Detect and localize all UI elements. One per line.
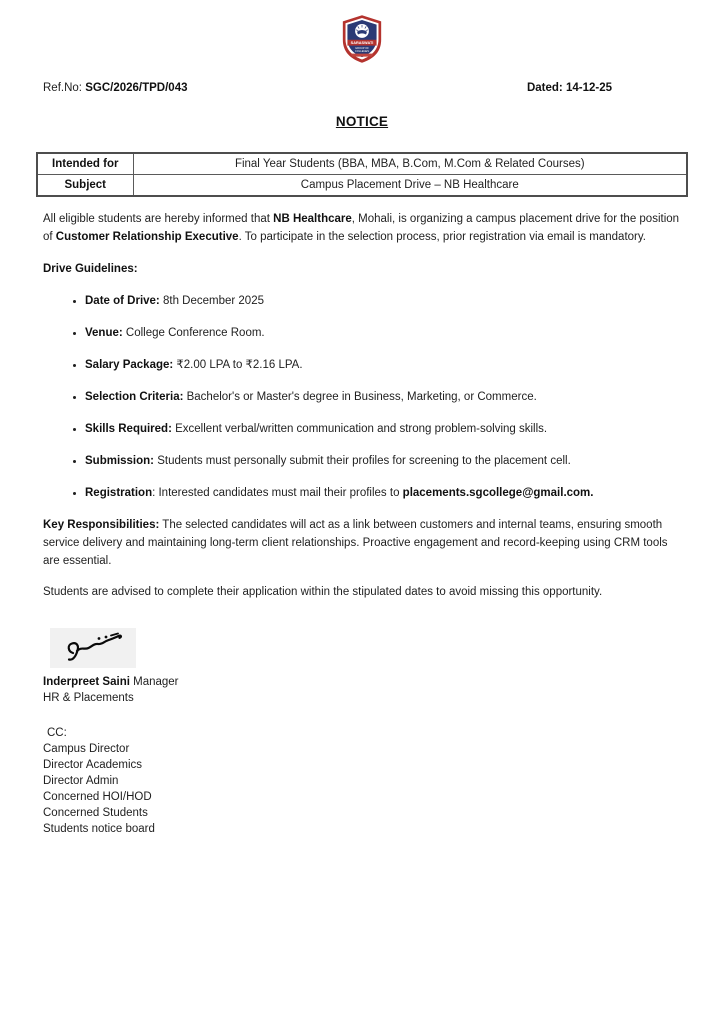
guidelines-list <box>0 292 684 502</box>
registration-email: placements.sgcollege@gmail.com <box>402 487 591 499</box>
list-item-registration: • Registration: Interested candidates must mail their profiles to placements.sgcollege@gmail.com. <box>85 484 684 502</box>
signatory-name-line <box>43 674 681 690</box>
date-label: Dated: 14-12-25 <box>526 82 612 94</box>
cc-item-concerned-hoi-hod: Concerned HOI/HOD <box>43 791 152 803</box>
list-item-skills-required: • Skills Required: Excellent verbal/written communication and strong problem-solving skills. <box>85 420 684 438</box>
signature-scribble-icon <box>56 632 130 664</box>
intended-for-label: Intended for <box>37 153 133 175</box>
closing-note: Students are advised to complete their application within the stipulated dates to avoid missing this opportunity. <box>43 586 603 598</box>
reference-number <box>43 79 187 97</box>
logo-banner-text: SARASWATI <box>350 41 374 46</box>
signatory-role: Manager <box>129 676 179 688</box>
signatory-department: HR & Placements <box>43 692 134 704</box>
list-item-submission: • Submission: Students must personally submit their profiles for screening to the placement cell. <box>85 452 684 470</box>
page-title: NOTICE <box>335 114 389 129</box>
signature-image <box>50 628 136 668</box>
logo-ribbon <box>351 54 374 57</box>
ref-value: SGC/2026/TPD/043 <box>85 82 188 94</box>
reference-row <box>43 79 681 97</box>
list-item-date-of-drive: • Date of Drive: 8th December 2025 <box>85 292 684 310</box>
responsibilities-label: Key Responsibilities: <box>43 519 160 531</box>
table-row <box>37 175 687 197</box>
cc-item-director-academics: Director Academics <box>43 759 143 771</box>
company-name: NB Healthcare <box>273 213 352 225</box>
notice-info-table <box>36 152 688 197</box>
logo-subtext-2: COLLEGES <box>355 50 369 54</box>
guidelines-heading: Drive Guidelines: <box>43 263 138 275</box>
cc-block <box>43 725 681 837</box>
cc-item-students-notice-board: Students notice board <box>43 823 155 835</box>
ref-label: Ref.No: <box>43 82 82 94</box>
list-item-venue: • Venue: College Conference Room. <box>85 324 684 342</box>
responsibilities-text: The selected candidates will act as a link between customers and internal teams, ensuring smooth service delivery and maintaining long-term client relationships. Proactive engagement and record-keeping using CRM tools are essential. <box>43 519 668 567</box>
list-item-salary-package: • Salary Package: ₹2.00 LPA to ₹2.16 LPA. <box>85 356 684 374</box>
college-crest-icon <box>339 14 385 64</box>
subject-value: Campus Placement Drive – NB Healthcare <box>133 175 687 197</box>
cc-heading: CC: <box>47 727 67 739</box>
intro-text: , Mohali, is organizing a campus placement drive for the position of <box>43 213 680 243</box>
signatory-name: Inderpreet Saini <box>43 676 130 688</box>
intro-paragraph <box>43 210 684 246</box>
table-row <box>37 153 687 175</box>
logo-subtext-1: GROUP OF <box>355 47 369 51</box>
cc-item-concerned-students: Concerned Students <box>43 807 148 819</box>
college-logo <box>0 14 724 64</box>
responsibilities-paragraph <box>43 516 684 570</box>
intro-text: All eligible students are hereby informed that <box>43 213 274 225</box>
subject-label: Subject <box>37 175 133 197</box>
cc-item-campus-director: Campus Director <box>43 743 130 755</box>
intended-for-value: Final Year Students (BBA, MBA, B.Com, M.Com & Related Courses) <box>133 153 687 175</box>
intro-text: . To participate in the selection process, prior registration via email is mandatory. <box>238 231 646 243</box>
cc-item-director-admin: Director Admin <box>43 775 119 787</box>
list-item-selection-criteria: • Selection Criteria: Bachelor's or Master's degree in Business, Marketing, or Commerce. <box>85 388 684 406</box>
job-title: Customer Relationship Executive <box>55 231 239 243</box>
